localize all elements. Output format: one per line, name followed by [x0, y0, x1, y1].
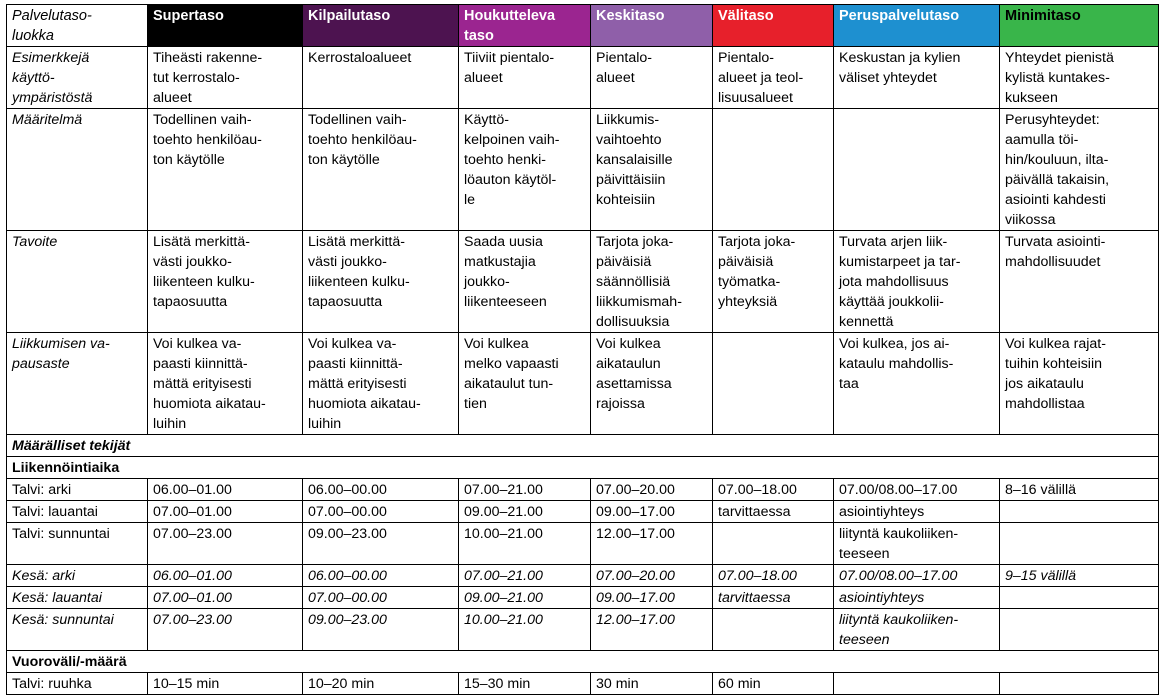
section-title-operating-time: Liikennöintiaika: [7, 457, 1159, 479]
header-level-supertaso: Supertaso: [148, 5, 303, 47]
table-cell: 07.00–21.00: [459, 479, 591, 501]
table-cell: Voi kulkea melko vapaasti aikataulut tun- tien: [459, 333, 591, 435]
table-cell: Saada uusia matkustajia joukko- liikenteeseen: [459, 231, 591, 333]
table-cell: Tarjota joka- päiväisiä säännöllisiä liikkumismah- dollisuuksia: [591, 231, 713, 333]
examples-row: [7, 47, 1159, 109]
table-cell: 06.00–00.00: [303, 565, 459, 587]
header-level-minimitaso: Minimitaso: [1000, 5, 1159, 47]
table-cell: 10–20 min: [303, 673, 459, 695]
winter-saturday-row: [7, 501, 1159, 523]
table-cell: Pientalo- alueet: [591, 47, 713, 109]
table-cell: Käyttö- kelpoinen vaih- toehto henki- löauton käytöl- le: [459, 109, 591, 231]
row-label: Kesä: lauantai: [7, 587, 148, 609]
table-cell: Liikkumis- vaihtoehto kansalaisille päivittäisiin kohteisiin: [591, 109, 713, 231]
service-level-table-container: [6, 4, 1159, 695]
section-headway: [7, 651, 1159, 673]
table-cell: [713, 523, 834, 565]
table-cell: [834, 673, 1000, 695]
table-cell: 06.00–01.00: [148, 479, 303, 501]
table-cell: Pientalo- alueet ja teol- lisuusalueet: [713, 47, 834, 109]
table-cell: 07.00–00.00: [303, 587, 459, 609]
table-cell: liityntä kaukoliiken- teeseen: [834, 609, 1000, 651]
table-cell: Voi kulkea, jos ai- kataulu mahdollis- taa: [834, 333, 1000, 435]
table-cell: Yhteydet pienistä kylistä kuntakes- kukseen: [1000, 47, 1159, 109]
table-cell: Tiheästi rakenne- tut kerrostalo- alueet: [148, 47, 303, 109]
table-cell: 07.00–01.00: [148, 501, 303, 523]
table-cell: 10.00–21.00: [459, 609, 591, 651]
table-cell: [1000, 587, 1159, 609]
table-cell: [1000, 501, 1159, 523]
section-title-quantitative: Määrälliset tekijät: [7, 435, 1159, 457]
table-cell: 07.00–23.00: [148, 523, 303, 565]
table-cell: Turvata arjen liik- kumistarpeet ja tar- jota mahdollisuus käyttää joukkolii- kennettä: [834, 231, 1000, 333]
table-cell: 09.00–21.00: [459, 587, 591, 609]
table-cell: [713, 609, 834, 651]
table-cell: Voi kulkea va- paasti kiinnittä- mättä erityisesti huomiota aikatau- luihin: [148, 333, 303, 435]
table-cell: 09.00–17.00: [591, 501, 713, 523]
table-cell: tarvittaessa: [713, 501, 834, 523]
table-cell: 07.00–20.00: [591, 479, 713, 501]
table-cell: 09.00–17.00: [591, 587, 713, 609]
table-cell: [1000, 523, 1159, 565]
row-label: Talvi: sunnuntai: [7, 523, 148, 565]
header-level-peruspalvelutaso: Peruspalvelutaso: [834, 5, 1000, 47]
definition-row: [7, 109, 1159, 231]
table-cell: Tiiviit pientalo- alueet: [459, 47, 591, 109]
header-level-keskitaso: Keskitaso: [591, 5, 713, 47]
table-cell: 60 min: [713, 673, 834, 695]
row-label: Tavoite: [7, 231, 148, 333]
table-cell: 30 min: [591, 673, 713, 695]
header-row: [7, 5, 1159, 47]
row-label: Talvi: arki: [7, 479, 148, 501]
row-label: Määritelmä: [7, 109, 148, 231]
table-cell: Todellinen vaih- toehto henkilöau- ton käytölle: [303, 109, 459, 231]
summer-sunday-row: [7, 609, 1159, 651]
row-label: Esimerkkejä käyttö- ympäristöstä: [7, 47, 148, 109]
table-cell: 07.00–21.00: [459, 565, 591, 587]
table-cell: 07.00/08.00–17.00: [834, 479, 1000, 501]
table-cell: 07.00–18.00: [713, 479, 834, 501]
freedom-row: [7, 333, 1159, 435]
table-cell: 12.00–17.00: [591, 609, 713, 651]
table-cell: 09.00–23.00: [303, 609, 459, 651]
section-quantitative: [7, 435, 1159, 457]
table-cell: 07.00–20.00: [591, 565, 713, 587]
table-cell: 07.00–00.00: [303, 501, 459, 523]
table-cell: 09.00–21.00: [459, 501, 591, 523]
table-cell: 07.00–01.00: [148, 587, 303, 609]
table-cell: 9–15 välillä: [1000, 565, 1159, 587]
table-cell: Lisätä merkittä- västi joukko- liikenteen kulku- tapaosuutta: [303, 231, 459, 333]
header-level-houkutteleva: Houkutteleva taso: [459, 5, 591, 47]
table-cell: 10.00–21.00: [459, 523, 591, 565]
table-cell: tarvittaessa: [713, 587, 834, 609]
goal-row: [7, 231, 1159, 333]
winter-sunday-row: [7, 523, 1159, 565]
summer-weekday-row: [7, 565, 1159, 587]
row-label: Kesä: arki: [7, 565, 148, 587]
table-cell: Voi kulkea aikataulun asettamissa rajoissa: [591, 333, 713, 435]
winter-rush-row: [7, 673, 1159, 695]
table-cell: Turvata asiointi- mahdollisuudet: [1000, 231, 1159, 333]
table-cell: 09.00–23.00: [303, 523, 459, 565]
table-cell: 06.00–01.00: [148, 565, 303, 587]
row-label: Liikkumisen va- pausaste: [7, 333, 148, 435]
table-cell: [713, 333, 834, 435]
table-cell: Kerrostaloalueet: [303, 47, 459, 109]
table-cell: 10–15 min: [148, 673, 303, 695]
header-level-valitaso: Välitaso: [713, 5, 834, 47]
table-cell: [834, 109, 1000, 231]
section-operating-time: [7, 457, 1159, 479]
table-cell: 07.00–18.00: [713, 565, 834, 587]
table-cell: 06.00–00.00: [303, 479, 459, 501]
table-cell: Voi kulkea rajat- tuihin kohteisiin jos aikataulu mahdollistaa: [1000, 333, 1159, 435]
table-cell: liityntä kaukoliiken- teeseen: [834, 523, 1000, 565]
table-cell: [713, 109, 834, 231]
table-cell: Lisätä merkittä- västi joukko- liikenteen kulku- tapaosuutta: [148, 231, 303, 333]
row-label: Talvi: ruuhka: [7, 673, 148, 695]
table-cell: asiointiyhteys: [834, 501, 1000, 523]
winter-weekday-row: [7, 479, 1159, 501]
table-cell: 07.00–23.00: [148, 609, 303, 651]
table-cell: 8–16 välillä: [1000, 479, 1159, 501]
table-cell: 07.00/08.00–17.00: [834, 565, 1000, 587]
row-label: Kesä: sunnuntai: [7, 609, 148, 651]
header-level-kilpailutaso: Kilpailutaso: [303, 5, 459, 47]
table-cell: [1000, 673, 1159, 695]
table-cell: 15–30 min: [459, 673, 591, 695]
section-title-headway: Vuoroväli/-määrä: [7, 651, 1159, 673]
summer-saturday-row: [7, 587, 1159, 609]
table-cell: Voi kulkea va- paasti kiinnittä- mättä erityisesti huomiota aikatau- luihin: [303, 333, 459, 435]
table-cell: Perusyhteydet: aamulla töi- hin/kouluun, ilta- päivällä takaisin, asiointi kahdesti viikossa: [1000, 109, 1159, 231]
table-cell: [1000, 609, 1159, 651]
table-cell: Todellinen vaih- toehto henkilöau- ton käytölle: [148, 109, 303, 231]
table-cell: Tarjota joka- päiväisiä työmatka- yhteyksiä: [713, 231, 834, 333]
header-row-label: Palvelutaso- luokka: [7, 5, 148, 47]
row-label: Talvi: lauantai: [7, 501, 148, 523]
service-level-table: [6, 4, 1159, 695]
table-cell: Keskustan ja kylien väliset yhteydet: [834, 47, 1000, 109]
table-cell: 12.00–17.00: [591, 523, 713, 565]
table-cell: asiointiyhteys: [834, 587, 1000, 609]
